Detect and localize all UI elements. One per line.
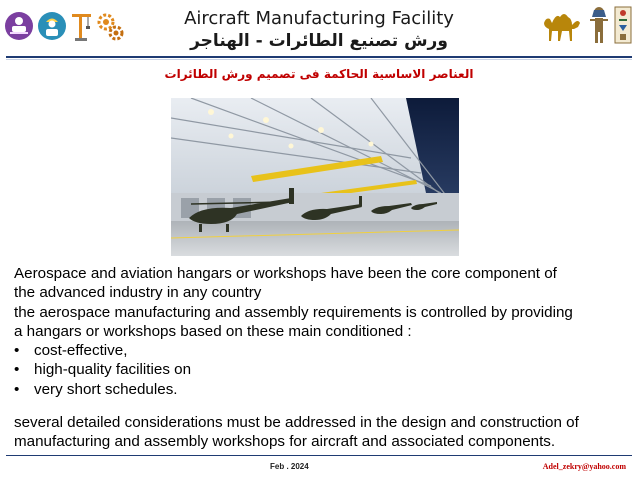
list-item [14,360,629,379]
list-item-text: high-quality facilities on [34,361,192,379]
intro-line: Aerospace and aviation hangars or workshops have been the core component of [14,265,557,282]
list-item [14,380,629,399]
header-divider [6,56,632,58]
bullet-marker: • [14,342,20,360]
header-divider-thin [6,59,632,60]
helicopter-hangar-photo [171,98,459,256]
page-title: Aircraft Manufacturing Facility [184,8,454,29]
hieroglyph-icon [614,5,632,50]
conditions-list [14,341,629,399]
list-item [14,341,629,360]
list-item-text: very short schedules. [34,380,178,398]
header-icons-right [540,6,632,48]
footer-email: Adel_zekry@yahoo.com [542,462,626,471]
closing-line: several detailed considerations must be addressed in the design and construction of [14,414,579,432]
footer-divider [6,455,632,456]
bullet-marker: • [14,361,20,379]
list-item-text: cost-effective, [34,342,128,360]
footer-date: Feb . 2024 [270,462,309,471]
page-title-arabic: ورش تصنيع الطائرات - الهناجر [190,31,448,51]
intro-line: a hangars or workshops based on these main conditioned : [14,322,412,340]
section-subtitle-arabic: العناصر الاساسية الحاكمة فى تصميم ورش الطائرات [164,67,474,81]
intro-line: the aerospace manufacturing and assembly requirements is controlled by providing [14,303,573,321]
intro-line: the advanced industry in any country [14,284,262,302]
pharaoh-icon [588,5,610,50]
camel-icon [540,5,584,50]
closing-line: manufacturing and assembly workshops for aircraft and associated components. [14,433,556,451]
body-text [14,264,629,452]
bullet-marker: • [14,380,20,398]
